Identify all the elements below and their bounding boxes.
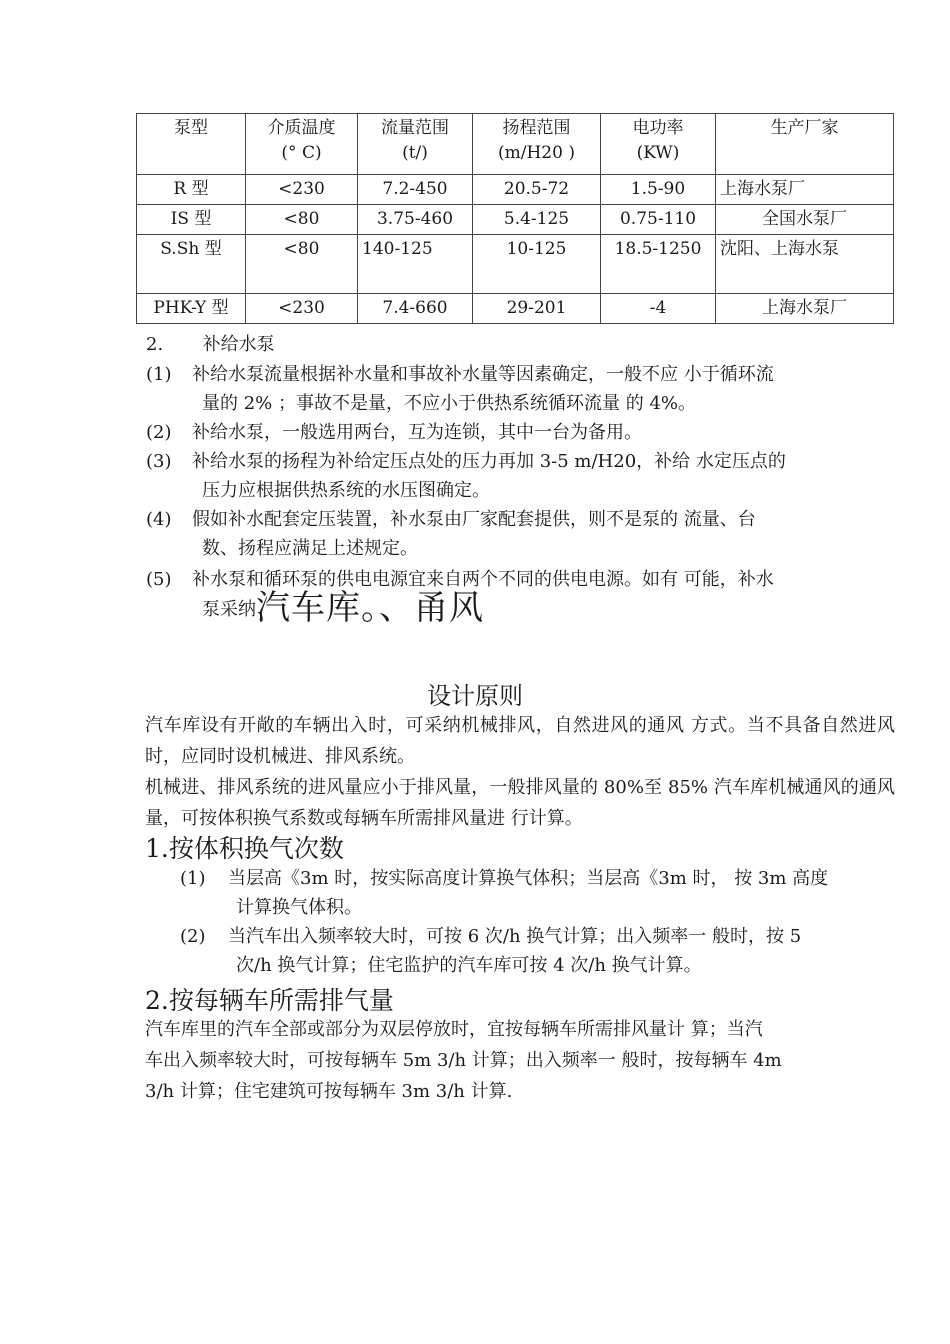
header-unit: (m/H20 )	[498, 143, 575, 163]
list-item-text: 压力应根据供热系统的水压图确定。	[202, 480, 490, 501]
large-inline-text: 汽车库。、甬风	[256, 588, 484, 628]
list-item-number: (3)	[146, 451, 172, 472]
list-item-text: 当汽车出入频率较大时，可按 6 次/h 换气计算；出入频率一 般时，按 5	[228, 926, 802, 947]
header-unit: (KW)	[636, 143, 680, 163]
table-row	[137, 235, 894, 294]
header-cell	[601, 114, 716, 175]
list-item-text: 量的 2% ；事故不是量，不应小于供热系统循环流量 的 4%。	[202, 393, 696, 414]
subheading-text: 按每辆车所需排气量	[168, 986, 394, 1015]
table-cell: <80	[246, 235, 358, 294]
pump-table	[136, 113, 894, 324]
header-text: 泵型	[174, 118, 208, 138]
section-number: 2.	[146, 334, 164, 355]
paragraph	[145, 1014, 895, 1107]
paragraph: 机械进、排风系统的进风量应小于排风量，一般排风量的 80%至 85% 汽车库机械通风的通风量，可按体积换气系数或每辆车所需排风量进 行计算。	[145, 777, 895, 829]
table-cell: <80	[246, 205, 358, 235]
paragraph-line: 汽车库里的汽车全部或部分为双层停放时，宜按每辆车所需排风量计 算；当汽	[145, 1019, 763, 1040]
table-cell: -4	[601, 294, 716, 324]
table-cell: 20.5-72	[473, 175, 601, 205]
header-text: 电功率	[632, 118, 684, 138]
header-cell	[246, 114, 358, 175]
table-cell: 0.75-110	[601, 205, 716, 235]
list-item-text: 泵采纳	[202, 599, 256, 620]
table-cell: 3.75-460	[358, 205, 473, 235]
section-title: 补给水泵	[202, 334, 275, 355]
header-cell	[716, 114, 894, 175]
subheading	[145, 829, 344, 865]
table-cell: <230	[246, 294, 358, 324]
table-row	[137, 175, 894, 205]
table-cell: 140-125	[358, 235, 473, 294]
header-cell	[358, 114, 473, 175]
header-unit: (° C)	[281, 143, 322, 163]
list-item-text: 数、扬程应满足上述规定。	[202, 538, 418, 559]
paragraph: 汽车库设有开敞的车辆出入时，可采纳机械排风，自然进风的通风 方式。当不具备自然进风时，应同时设机械进、排风系统。	[145, 715, 895, 767]
list-item-text: 补水泵和循环泵的供电电源宜来自两个不同的供电电源。如有 可能，补水	[192, 569, 774, 590]
header-text: 扬程范围	[502, 118, 571, 138]
paragraph-line: 车出入频率较大时，可按每辆车 5m 3/h 计算；出入频率一 般时，按每辆车 4m	[145, 1050, 782, 1071]
table-cell: 沈阳、上海水泵	[716, 235, 894, 294]
list-item-number: (2)	[180, 926, 206, 947]
header-text: 流量范围	[381, 118, 449, 138]
list-item-text: 补给水泵，一般选用两台，互为连锁，其中一台为备用。	[192, 422, 642, 443]
table-header-row	[137, 114, 894, 175]
header-unit: (t/)	[402, 143, 428, 163]
list-item	[146, 505, 894, 563]
header-text: 介质温度	[267, 118, 336, 138]
paragraph-line: 3/h 计算；住宅建筑可按每辆车 3m 3/h 计算.	[145, 1081, 513, 1102]
list-item-number: (4)	[146, 509, 172, 530]
list-item-number: (2)	[146, 422, 172, 443]
list-item-number: (1)	[146, 364, 172, 385]
table-cell: IS 型	[137, 205, 246, 235]
table-cell: 上海水泵厂	[716, 294, 894, 324]
subheading-text: 按体积换气次数	[168, 834, 344, 863]
subheading	[145, 981, 394, 1017]
list-item-text: 补给水泵流量根据补水量和事故补水量等因素确定，一般不应 小于循环流	[192, 364, 774, 385]
list-item	[146, 418, 894, 447]
page-title: 设计原则	[427, 682, 523, 710]
subheading-number: 2.	[145, 986, 169, 1015]
table-cell: 上海水泵厂	[716, 175, 894, 205]
table-cell: <230	[246, 175, 358, 205]
header-cell	[473, 114, 601, 175]
table-cell: 5.4-125	[473, 205, 601, 235]
table-row	[137, 294, 894, 324]
table-cell: 7.2-450	[358, 175, 473, 205]
table-cell: 1.5-90	[601, 175, 716, 205]
list-item	[146, 447, 894, 505]
list-item	[180, 922, 895, 980]
header-cell	[137, 114, 246, 175]
table-cell: 18.5-1250	[601, 235, 716, 294]
list-item	[146, 565, 894, 628]
list-item-text: 次/h 换气计算；住宅监护的汽车库可按 4 次/h 换气计算。	[236, 955, 702, 976]
list-item-text: 补给水泵的扬程为补给定压点处的压力再加 3-5 m/H20，补给 水定压点的	[192, 451, 786, 472]
header-text: 生产厂家	[770, 118, 839, 138]
section-heading	[146, 330, 275, 360]
subheading-number: 1.	[145, 834, 169, 863]
list-item-number: (5)	[146, 569, 172, 590]
list-item	[180, 864, 895, 922]
table-cell: PHK-Y 型	[137, 294, 246, 324]
table-cell: 10-125	[473, 235, 601, 294]
table-cell: 7.4-660	[358, 294, 473, 324]
table-cell: 全国水泵厂	[716, 205, 894, 235]
list-item-text: 假如补水配套定压装置，补水泵由厂家配套提供，则不是泵的 流量、台	[192, 509, 756, 530]
table-cell: R 型	[137, 175, 246, 205]
list-item	[146, 360, 894, 418]
table-cell: 29-201	[473, 294, 601, 324]
list-item-number: (1)	[180, 868, 206, 889]
list-item-text: 计算换气体积。	[236, 897, 362, 918]
table-cell: S.Sh 型	[137, 235, 246, 294]
table-row	[137, 205, 894, 235]
list-item-text: 当层高《3m 时，按实际高度计算换气体积；当层高《3m 时， 按 3m 高度	[228, 868, 829, 889]
